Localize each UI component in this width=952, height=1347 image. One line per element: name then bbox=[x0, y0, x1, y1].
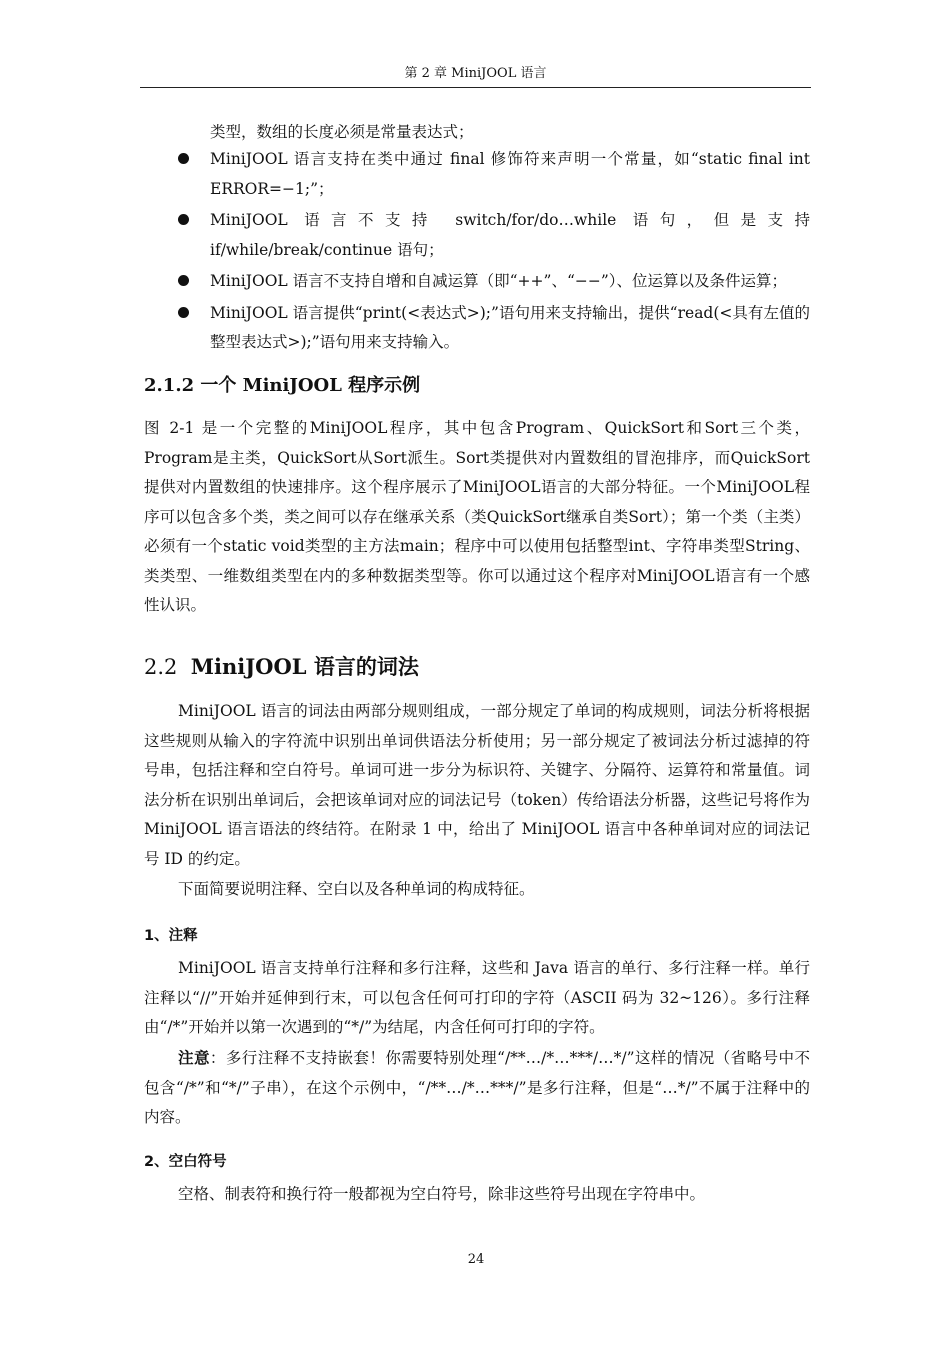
bullet-icon bbox=[178, 153, 189, 164]
section-number: 2.2 bbox=[144, 655, 178, 679]
comments-note-paragraph bbox=[144, 1043, 810, 1133]
bullet-text: MiniJOOL 语言不支持 switch/for/do…while 语句，但是支持 if/while/break/continue 语句； bbox=[210, 211, 810, 259]
header-rule bbox=[140, 87, 811, 88]
bullet-text: MiniJOOL 语言支持在类中通过 final 修饰符来声明一个常量，如“static final int ERROR=−1;”； bbox=[210, 150, 810, 198]
bullet-icon bbox=[178, 275, 189, 286]
lexical-summary-paragraph: 下面简要说明注释、空白以及各种单词的构成特征。 bbox=[178, 880, 535, 898]
bullet-icon bbox=[178, 307, 189, 318]
comments-heading: 1、注释 bbox=[144, 928, 198, 944]
note-text: ：多行注释不支持嵌套！你需要特别处理“/**…/*…***/…*/”这样的情况（省略号中不包含“/*”和“*/”子串），在这个示例中，“/**…/*…***/”是多行注释，但是“…*/”不属于注释中的内容。 bbox=[144, 1049, 810, 1126]
comments-paragraph: MiniJOOL 语言支持单行注释和多行注释，这些和 Java 语言的单行、多行注释一样。单行注释以“//”开始并延伸到行末，可以包含任何可打印的字符（ASCII 码为 32~126）。多行注释由“/*”开始并以第一次遇到的“*/”为结尾，内含任何可打印的字符。 bbox=[144, 959, 810, 1036]
page-number: 24 bbox=[467, 1252, 485, 1267]
example-paragraph: 图 2-1 是一个完整的MiniJOOL程序，其中包含Program、QuickSort和Sort三个类，Program是主类，QuickSort从Sort派生。Sort类提供对内置数组的冒泡排序，而QuickSort提供对内置数组的快速排序。这个程序展示了MiniJOOL语言的大部分特征。一个MiniJOOL程序可以包含多个类，类之间可以存在继承关系（类QuickSort继承自类Sort）；第一个类（主类）必须有一个static void类型的主方法main；程序中可以使用包括整型int、字符串类型String、类类型、一维数组类型在内的多种数据类型等。你可以通过这个程序对MiniJOOL语言有一个感性认识。 bbox=[144, 419, 810, 614]
whitespace-heading: 2、空白符号 bbox=[144, 1154, 227, 1170]
note-label: 注意 bbox=[178, 1048, 210, 1067]
whitespace-paragraph: 空格、制表符和换行符一般都视为空白符号，除非这些符号出现在字符串中。 bbox=[178, 1185, 706, 1203]
list-item bbox=[172, 206, 810, 265]
bullet-text: MiniJOOL 语言不支持自增和自减运算（即“++”、“−−”）、位运算以及条件运算； bbox=[210, 272, 788, 290]
list-item bbox=[172, 145, 810, 204]
section-heading-2-1-2: 2.1.2 一个 MiniJOOL 程序示例 bbox=[144, 375, 421, 396]
list-item bbox=[172, 267, 810, 297]
running-header: 第 2 章 MiniJOOL 语言 bbox=[404, 66, 547, 81]
lexical-intro-paragraph: MiniJOOL 语言的词法由两部分规则组成，一部分规定了单词的构成规则，词法分析将根据这些规则从输入的字符流中识别出单词供语法分析使用；另一部分规定了被词法分析过滤掉的符号串，包括注释和空白符号。单词可进一步分为标识符、关键字、分隔符、运算符和常量值。词法分析在识别出单词后，会把该单词对应的词法记号（token）传给语法分析器，这些记号将作为 MiniJOOL 语言语法的终结符。在附录 1 中，给出了 MiniJOOL 语言中各种单词对应的词法记号 ID 的约定。 bbox=[144, 702, 810, 868]
section-title: MiniJOOL 语言的词法 bbox=[190, 654, 419, 679]
bullet-icon bbox=[178, 214, 189, 225]
feature-bullet-list bbox=[172, 145, 810, 360]
list-item bbox=[172, 299, 810, 358]
section-heading-2-2 bbox=[144, 652, 419, 682]
bullet-text: MiniJOOL 语言提供“print(<表达式>);”语句用来支持输出，提供“read(<具有左值的整型表达式>);”语句用来支持输入。 bbox=[210, 303, 810, 351]
bullet-continuation: 类型，数组的长度必须是常量表达式； bbox=[210, 123, 474, 141]
